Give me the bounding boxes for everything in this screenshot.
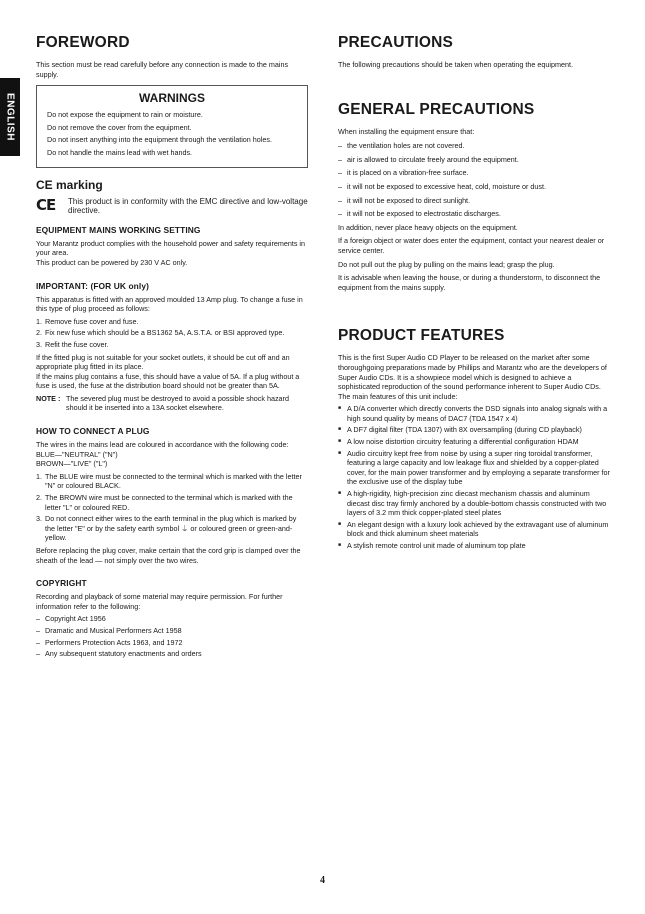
list-item: – the ventilation holes are not covered. (338, 141, 610, 151)
general-p3: If a foreign object or water does enter the equipment, contact your nearest dealer or service center. (338, 236, 605, 255)
ce-mark-icon: CE (36, 195, 56, 214)
general-p2: In addition, never place heavy objects on the equipment. (338, 222, 518, 232)
language-tab-label: ENGLISH (4, 93, 16, 141)
page-number: 4 (320, 875, 325, 886)
mains-title: EQUIPMENT MAINS WORKING SETTING (36, 224, 201, 235)
list-item: – Copyright Act 1956 (36, 614, 308, 624)
foreword-intro: This section must be read carefully before any connection is made to the mains supply. (36, 60, 289, 79)
precautions-title: PRECAUTIONS (338, 34, 454, 51)
fuse-steps (36, 317, 308, 350)
list-item: ■ Audio circuitry kept free from noise by using a super ring toroidal transformer, featuring a large capacity and low leakage flux and shielded by a copper-plated cover, for the main power transformer and by employing a separate transformer for the exclusive use of the display tube (338, 449, 610, 487)
note (36, 394, 308, 413)
list-item: 2. Fix new fuse which should be a BS1362 5A, A.S.T.A. or BSI approved type. (36, 328, 308, 338)
plug-code-blue: BLUE—"NEUTRAL" ("N") (36, 449, 118, 459)
list-item: ■ A stylish remote control unit made of aluminum top plate (338, 541, 610, 551)
features-p1: This is the first Super Audio CD Player to be released on the market after some thoroughgoing preparations made by Phillips and Marantz who are the developers of Super Audio CDs. It is a showpiece model which is designed to achieve a sophisticated reproduction of the sound performance inherent to Super Audio CDs. The main features of this unit include: (338, 353, 607, 401)
list-item: ■ A DF7 digital filter (TDA 1307) with 8X oversampling (during CD playback) (338, 425, 610, 435)
warning-item: Do not handle the mains lead with wet hands. (47, 147, 193, 157)
list-item: – Any subsequent statutory enactments and orders (36, 649, 308, 659)
warning-item: Do not expose the equipment to rain or moisture. (47, 110, 203, 120)
warning-item: Do not remove the cover from the equipment. (47, 122, 192, 132)
important-p1: This apparatus is fitted with an approved moulded 13 Amp plug. To change a fuse in this type of plug proceed as follows: (36, 294, 303, 314)
features-list (338, 404, 610, 550)
mains-p2: This product can be powered by 230 V AC only. (36, 257, 188, 267)
list-item: – it will not be exposed to electrostatic discharges. (338, 209, 610, 219)
language-tab (0, 78, 20, 156)
warning-item: Do not insert anything into the equipment through the ventilation holes. (47, 135, 272, 145)
note-text: The severed plug must be destroyed to avoid a possible shock hazard should it be inserted into a 13A socket elsewhere. (66, 393, 289, 413)
list-item: 1. The BLUE wire must be connected to the terminal which is marked with the letter "N" or coloured BLACK. (36, 472, 308, 491)
list-item: – it will not be exposed to direct sunlight. (338, 196, 610, 206)
right-column (338, 34, 610, 554)
list-item: ■ A D/A converter which directly converts the DSD signals into analog signals with a high sound quality by means of DAC7 (TDA 1547 x 4) (338, 404, 610, 423)
list-item: 2. The BROWN wire must be connected to the terminal which is marked with the letter "L" or coloured RED. (36, 493, 308, 512)
ce-title: CE marking (36, 177, 103, 192)
general-list (338, 141, 610, 219)
list-item: 3. Refit the fuse cover. (36, 340, 308, 350)
list-item: – it will not be exposed to excessive heat, cold, moisture or dust. (338, 182, 610, 192)
list-item: – it is placed on a vibration-free surface. (338, 168, 610, 178)
copyright-title: COPYRIGHT (36, 578, 87, 589)
list-item: – Performers Protection Acts 1963, and 1972 (36, 638, 308, 648)
general-p4: Do not pull out the plug by pulling on the mains lead; grasp the plug. (338, 259, 555, 269)
note-label: NOTE : (36, 393, 61, 403)
important-title: IMPORTANT: (FOR UK only) (36, 280, 149, 291)
left-column (36, 34, 308, 662)
foreword-title: FOREWORD (36, 34, 130, 51)
copyright-list (36, 614, 308, 658)
ce-text: This product is in conformity with the EMC directive and low-voltage directive. (68, 196, 308, 216)
plug-p1: The wires in the mains lead are coloured in accordance with the following code: (36, 440, 289, 450)
list-item: – air is allowed to circulate freely around the equipment. (338, 155, 610, 165)
precautions-p1: The following precautions should be taken when operating the equipment. (338, 60, 573, 69)
list-item: 3. Do not connect either wires to the earth terminal in the plug which is marked by the letter "E" or by the safety earth symbol ⏚ or coloured green or green-and-yellow. (36, 514, 308, 543)
mains-p1: Your Marantz product complies with the household power and safety requirements in your area. (36, 238, 306, 258)
general-p1: When installing the equipment ensure that: (338, 126, 475, 136)
warnings-box (36, 85, 308, 167)
general-precautions-title: GENERAL PRECAUTIONS (338, 100, 535, 118)
plug-code-brown: BROWN—"LIVE" ("L") (36, 459, 108, 469)
warnings-title: WARNINGS (139, 91, 205, 106)
list-item: 1. Remove fuse cover and fuse. (36, 317, 308, 327)
list-item: ■ A low noise distortion circuitry featuring a differential configuration HDAM (338, 437, 610, 447)
general-p5: It is advisable when leaving the house, or during a thunderstorm, to disconnect the equipment from the mains supply. (338, 273, 601, 292)
important-p2: If the fitted plug is not suitable for your socket outlets, it should be cut off and an appropriate plug fitted in its place. (36, 352, 290, 372)
list-item: – Dramatic and Musical Performers Act 1958 (36, 626, 308, 636)
plug-title: HOW TO CONNECT A PLUG (36, 426, 150, 437)
list-item: ■ A high-rigidity, high-precision zinc diecast mechanism chassis and aluminum diecast disc tray firmly anchored by a double-bottom chassis constructed with two layers of 3.2 mm thick copper-plated steel plates (338, 489, 610, 518)
plug-steps (36, 472, 308, 543)
ce-row (36, 197, 308, 216)
features-title: PRODUCT FEATURES (338, 327, 505, 345)
list-item: ■ An elegant design with a luxury look achieved by the extravagant use of aluminum block and thick aluminum sheet materials (338, 520, 610, 539)
copyright-p1: Recording and playback of some material may require permission. For further information refer to the following: (36, 592, 283, 611)
plug-p2: Before replacing the plug cover, make certain that the cord grip is clamped over the sheath of the lead — not simply over the two wires. (36, 546, 301, 565)
important-p3: If the mains plug contains a fuse, this should have a value of 5A. If a plug without a fuse is used, the fuse at the distribution board should not be greater than 5A. (36, 371, 300, 391)
